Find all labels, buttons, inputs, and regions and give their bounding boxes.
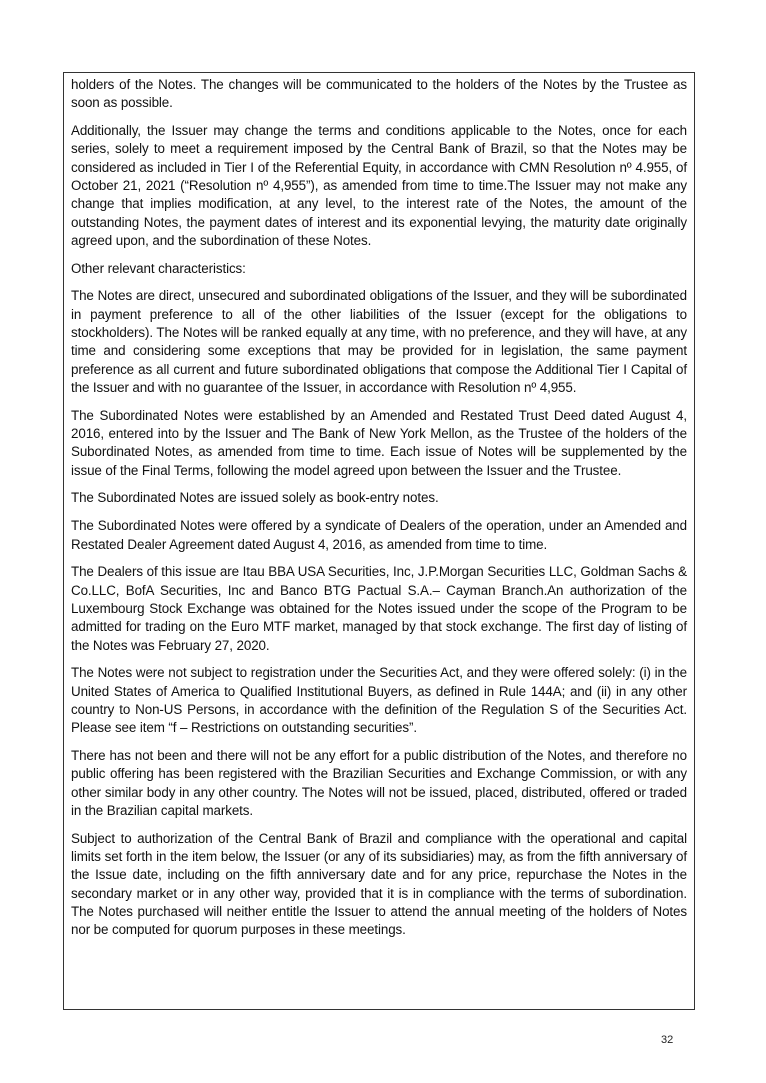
- paragraph: The Notes are direct, unsecured and subordinated obligations of the Issuer, and they will be subordinated in payment preference to all of the other liabilities of the Issuer (except for the obligations to stockholders). The Notes will be ranked equally at any time, with no preference, and they will have, at any time and considering some exceptions that may be provided for in legislation, the same payment preference as all current and future subordinated obligations that compose the Additional Tier I Capital of the Issuer and with no guarantee of the Issuer, in accordance with Resolution nº 4,955.: [71, 288, 687, 395]
- paragraph: The Subordinated Notes were established by an Amended and Restated Trust Deed dated August 4, 2016, entered into by the Issuer and The Bank of New York Mellon, as the Trustee of the holders of the Subordinated Notes, as amended from time to time. Each issue of Notes will be supplemented by the issue of the Final Terms, following the model agreed upon between the Issuer and the Trustee.: [71, 407, 687, 478]
- paragraph: holders of the Notes. The changes will be communicated to the holders of the Notes by the Trustee as soon as possible.: [71, 77, 687, 111]
- paragraph: Subject to authorization of the Central Bank of Brazil and compliance with the operational and capital limits set forth in the item below, the Issuer (or any of its subsidiaries) may, as from the fifth anniversary of the Issue date, including on the fifth anniversary date and for any price, repurchase the Notes in the secondary market or in any other way, provided that it is in compliance with the terms of subordination. The Notes purchased will neither entitle the Issuer to attend the annual meeting of the holders of Notes nor be computed for quorum purposes in these meetings.: [71, 830, 687, 938]
- paragraph: There has not been and there will not be any effort for a public distribution of the Notes, and therefore no public offering has been registered with the Brazilian Securities and Exchange Commission, or with any other similar body in any other country. The Notes will not be issued, placed, distributed, offered or traded in the Brazilian capital markets.: [71, 748, 687, 818]
- paragraph: Other relevant characteristics:: [71, 260, 246, 276]
- paragraph: Additionally, the Issuer may change the terms and conditions applicable to the Notes, once for each series, solely to meet a requirement imposed by the Central Bank of Brazil, so that the Notes may be considered as included in Tier I of the Referential Equity, in accordance with CMN Resolution nº 4.955, of October 21, 2021 (“Resolution nº 4,955”), as amended from time to time.The Issuer may not make any change that implies modification, at any level, to the interest rate of the Notes, the amount of the outstanding Notes, the payment dates of interest and its exponential levying, the maturity date originally agreed upon, and the subordination of these Notes.: [71, 123, 687, 248]
- page-number: 32: [661, 1034, 674, 1046]
- paragraph: The Subordinated Notes were offered by a syndicate of Dealers of the operation, under an Amended and Restated Dealer Agreement dated August 4, 2016, as amended from time to time.: [71, 518, 687, 552]
- paragraph: The Subordinated Notes are issued solely as book-entry notes.: [71, 490, 439, 506]
- text-box: [63, 72, 695, 1010]
- paragraph: The Dealers of this issue are Itau BBA USA Securities, Inc, J.P.Morgan Securities LLC, Goldman Sachs & Co.LLC, BofA Securities, Inc and Banco BTG Pactual S.A.– Cayman Branch.An authorization of the Luxembourg Stock Exchange was obtained for the Notes issued under the scope of the Program to be admitted for trading on the Euro MTF market, managed by that stock exchange. The first day of listing of the Notes was February 27, 2020.: [71, 564, 687, 653]
- paragraph: The Notes were not subject to registration under the Securities Act, and they were offered solely: (i) in the United States of America to Qualified Institutional Buyers, as defined in Rule 144A; and (ii) in any other country to Non-US Persons, in accordance with the definition of the Regulation S of the Securities Act. Please see item “f – Restrictions on outstanding securities”.: [71, 665, 687, 736]
